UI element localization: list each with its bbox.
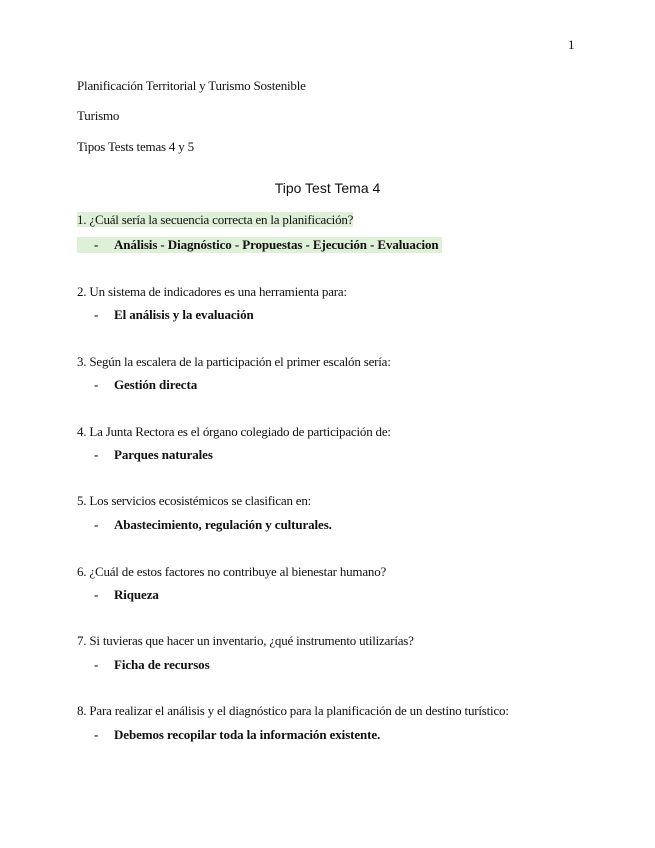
question-text: 2. Un sistema de indicadores es una herramienta para: bbox=[77, 284, 347, 299]
question-text bbox=[77, 212, 353, 228]
answer-text: Parques naturales bbox=[114, 447, 213, 462]
section-title: Tipo Test Tema 4 bbox=[274, 180, 381, 196]
question-text: 4. La Junta Rectora es el órgano colegiado de participación de: bbox=[77, 424, 391, 439]
question-text: 8. Para realizar el análisis y el diagnóstico para la planificación de un destino turístico: bbox=[77, 703, 509, 718]
page-number: 1 bbox=[568, 37, 575, 52]
header-description: Tipos Tests temas 4 y 5 bbox=[77, 139, 194, 154]
answer-text: Riqueza bbox=[114, 587, 159, 602]
header-subject: Turismo bbox=[77, 108, 120, 123]
answer-bullet: - bbox=[94, 307, 99, 322]
answer-bullet: - bbox=[94, 657, 99, 672]
answer-text: Abastecimiento, regulación y culturales. bbox=[114, 517, 332, 532]
answer-item bbox=[77, 237, 442, 253]
answer-text: Debemos recopilar toda la información existente. bbox=[114, 727, 381, 742]
answer-bullet: - bbox=[94, 517, 99, 532]
answer-bullet: - bbox=[94, 377, 99, 392]
answer-bullet: - bbox=[94, 587, 99, 602]
answer-item bbox=[94, 657, 210, 673]
question-text: 6. ¿Cuál de estos factores no contribuye al bienestar humano? bbox=[77, 564, 387, 579]
question-text: 5. Los servicios ecosistémicos se clasifican en: bbox=[77, 493, 312, 508]
header-course: Planificación Territorial y Turismo Sostenible bbox=[77, 78, 306, 93]
question-text: 7. Si tuvieras que hacer un inventario, ¿qué instrumento utilizarías? bbox=[77, 633, 414, 648]
answer-item bbox=[94, 517, 332, 533]
answer-text: Gestión directa bbox=[114, 377, 198, 392]
answer-item bbox=[94, 587, 159, 603]
answer-text: Análisis - Diagnóstico - Propuestas - Ejecución - Evaluacion bbox=[114, 237, 439, 252]
answer-item bbox=[94, 727, 380, 743]
answer-item bbox=[94, 447, 213, 463]
answer-bullet: - bbox=[94, 447, 99, 462]
answer-text: Ficha de recursos bbox=[114, 657, 210, 672]
answer-item bbox=[94, 377, 197, 393]
question-text: 3. Según la escalera de la participación el primer escalón sería: bbox=[77, 354, 391, 369]
answer-bullet: - bbox=[94, 237, 99, 252]
answer-item bbox=[94, 307, 254, 323]
question-highlight: 1. ¿Cuál sería la secuencia correcta en la planificación? bbox=[77, 212, 354, 227]
answer-bullet: - bbox=[94, 727, 99, 742]
answer-text: El análisis y la evaluación bbox=[114, 307, 254, 322]
